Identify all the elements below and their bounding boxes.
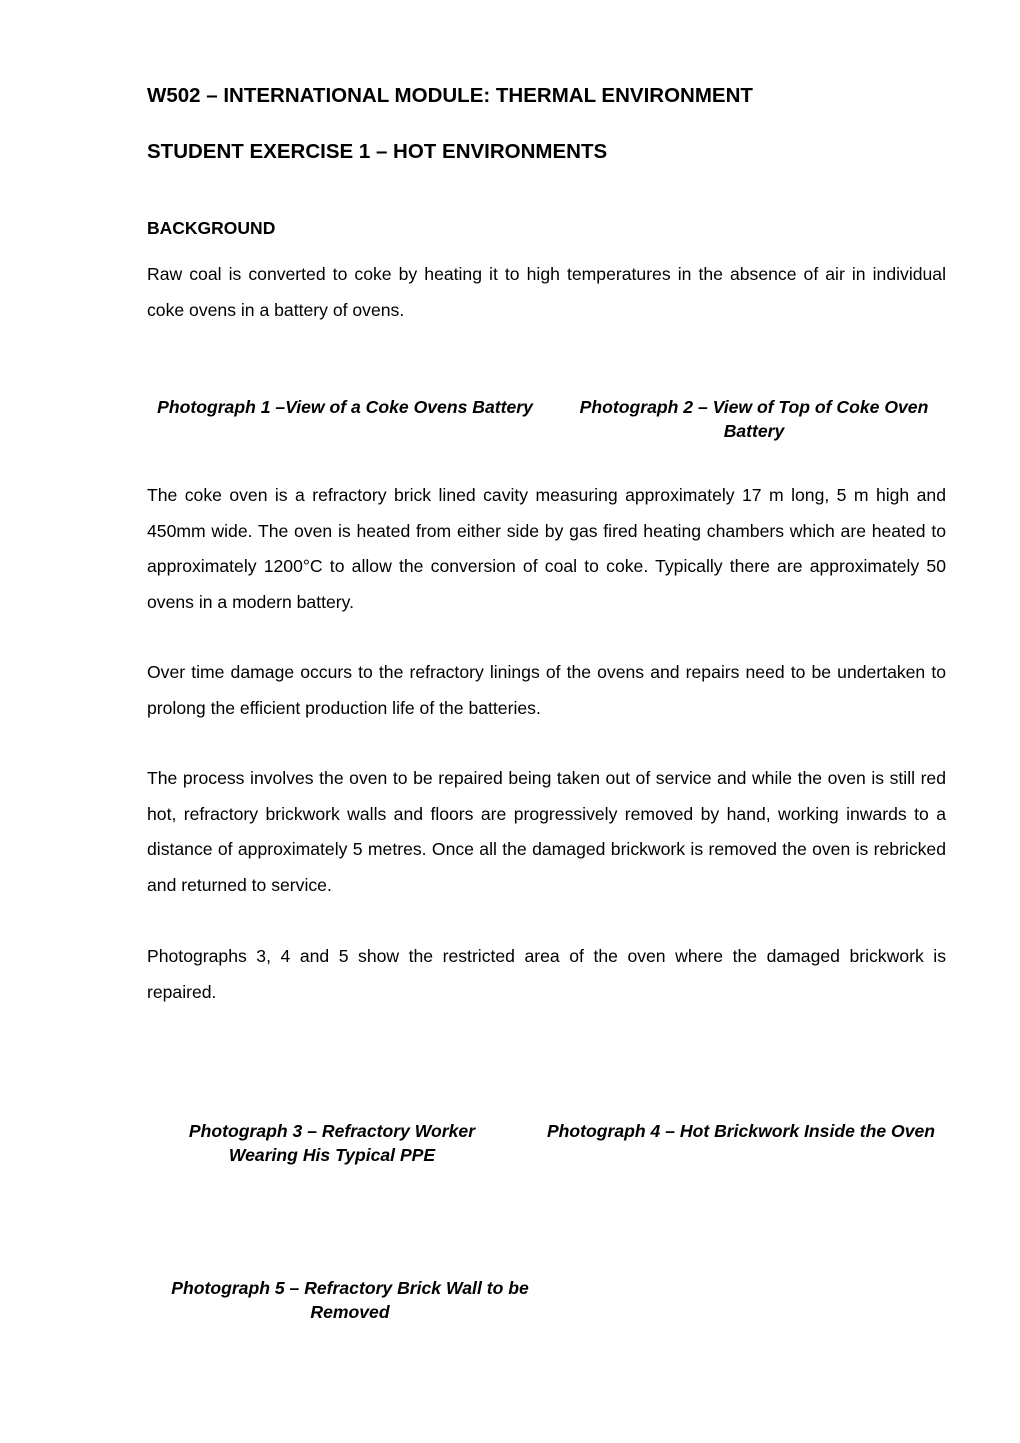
body-paragraph-4: Photographs 3, 4 and 5 show the restricted area of the oven where the damaged brickwork is repaired. — [147, 946, 946, 1002]
photo2-caption: Photograph 2 – View of Top of Coke Oven Battery — [579, 397, 929, 441]
body-paragraph-1: The coke oven is a refractory brick lined cavity measuring approximately 17 m long, 5 m high and 450mm wide. The oven is heated from either side by gas fired heating chambers which are heated to approximately 1200°C to allow the conversion of coal to coke. Typically there are approximately 50 ovens in a modern battery. — [147, 485, 946, 612]
body-paragraph-3: The process involves the oven to be repaired being taken out of service and while the oven is still red hot, refractory brickwork walls and floors are progressively removed by hand, working inwards to a distance of approximately 5 metres. Once all the damaged brickwork is removed the oven is rebricked and returned to service. — [147, 768, 946, 895]
intro-paragraph: Raw coal is converted to coke by heating it to high temperatures in the absence of air in individual coke ovens in a battery of ovens. — [147, 264, 946, 320]
body-paragraph-2: Over time damage occurs to the refractory linings of the ovens and repairs need to be undertaken to prolong the efficient production life of the batteries. — [147, 662, 946, 718]
document-subtitle: STUDENT EXERCISE 1 – HOT ENVIRONMENTS — [147, 140, 608, 163]
background-heading: BACKGROUND — [147, 218, 276, 238]
photo5-caption: Photograph 5 – Refractory Brick Wall to be Removed — [171, 1278, 529, 1322]
photo3-caption: Photograph 3 – Refractory Worker Wearing His Typical PPE — [188, 1121, 476, 1165]
photo4-caption: Photograph 4 – Hot Brickwork Inside the Oven — [546, 1121, 936, 1141]
document-title: W502 – INTERNATIONAL MODULE: THERMAL ENVIRONMENT — [147, 84, 753, 107]
photo1-caption: Photograph 1 –View of a Coke Ovens Battery — [157, 397, 533, 417]
